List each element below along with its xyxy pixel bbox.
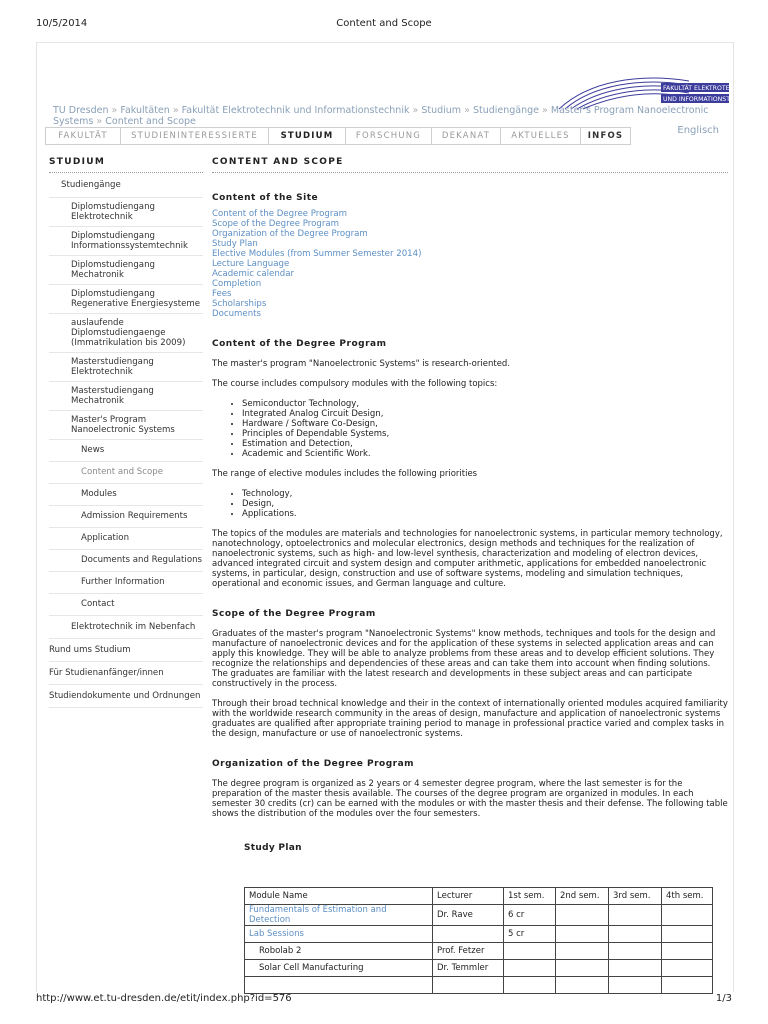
toc-link[interactable]: Fees <box>212 289 232 299</box>
table-cell: 6 cr <box>504 905 556 926</box>
toc-link[interactable]: Scope of the Degree Program <box>212 219 340 229</box>
list-item: • Integrated Analog Circuit Design, <box>242 409 728 419</box>
paragraph: Through their broad technical knowledge and their in the context of internationally oriented modules acquired familiarity with the worldwide research community in the areas of design, manufacture and application of nanoelectronic systems graduates are qualified after appropriate training period to manage in professional practice varied and complex tasks in the design, manufacture or use of nanoelectronic systems. <box>212 699 728 739</box>
list-item: • Technology, <box>242 489 728 499</box>
logo-line-2: UND INFORMATIONSTECHNIK <box>663 96 754 103</box>
paragraph: The degree program is organized as 2 years or 4 semester degree program, where the last semester is for the preparation of the master thesis available. The courses of the degree program are organized in modules. In each semester 30 credits (cr) can be earned with the modules or with the master thesis and their defense. The following table shows the distribution of the modules over the four semesters. <box>212 779 728 819</box>
breadcrumb-item[interactable]: Studium <box>421 105 462 116</box>
breadcrumb-item[interactable]: Master's Program Nanoelectronic Systems <box>53 105 709 127</box>
table-cell <box>556 905 609 926</box>
sidebar-item[interactable]: Masterstudiengang Elektrotechnik <box>49 353 203 382</box>
list-item: • Applications. <box>242 509 728 519</box>
column-header: 1st sem. <box>504 888 556 905</box>
sidebar-item-admission[interactable]: Admission Requirements <box>49 506 203 528</box>
sidebar-item-content-scope[interactable]: Content and Scope <box>49 462 203 484</box>
tab-fakultaet[interactable]: FAKULTÄT <box>45 127 120 145</box>
table-cell <box>504 977 556 994</box>
toc-link[interactable]: Organization of the Degree Program <box>212 229 368 239</box>
table-cell <box>433 977 504 994</box>
paragraph: The master's program "Nanoelectronic Systems" is research-oriented. <box>212 359 511 369</box>
tab-dekanat[interactable]: DEKANAT <box>431 127 500 145</box>
sidebar <box>49 157 203 708</box>
table-cell: Robolab 2 <box>245 943 433 960</box>
breadcrumb-item[interactable]: Fakultäten <box>120 105 170 116</box>
toc-link[interactable]: Lecture Language <box>212 259 290 269</box>
paragraph: The topics of the modules are materials and technologies for nanoelectronic systems, in particular memory technology, nanotechnology, optoelectronics and molecular electronics, design methods and techniques for the realization of nanoelectronic systems, such as high- and low-level synthesis, characterization and modeling of electron devices, advanced integrated circuit and system design and computer arithmetic, applications for embedded nanoelectronic systems, in particular, design, construction and use of software systems, modeling and simulation techniques, operational and economic issues, and German language and culture. <box>212 529 723 589</box>
sidebar-item-application[interactable]: Application <box>49 528 203 550</box>
elective-priorities-list <box>242 489 728 519</box>
column-header: Module Name <box>245 888 433 905</box>
sidebar-item-nanoelectronic[interactable]: Master's Program Nanoelectronic Systems <box>49 411 203 440</box>
tab-forschung[interactable]: FORSCHUNG <box>345 127 431 145</box>
table-row <box>245 905 713 926</box>
table-cell <box>245 977 433 994</box>
section-heading: Scope of the Degree Program <box>212 609 376 619</box>
print-date: 10/5/2014 <box>36 18 88 29</box>
table-cell <box>609 960 662 977</box>
toc-heading: Content of the Site <box>212 193 319 203</box>
module-link[interactable]: Fundamentals of Estimation and Detection <box>245 905 433 926</box>
table-cell: Solar Cell Manufacturing <box>245 960 433 977</box>
table-cell <box>609 977 662 994</box>
list-item: • Hardware / Software Co-Design, <box>242 419 728 429</box>
page-title: CONTENT AND SCOPE <box>212 157 728 173</box>
table-cell <box>556 977 609 994</box>
section-heading: Organization of the Degree Program <box>212 759 415 769</box>
table-row <box>245 977 713 994</box>
table-cell: Dr. Temmler <box>433 960 504 977</box>
tab-studieninteressierte[interactable]: STUDIENINTERESSIERTE <box>120 127 268 145</box>
print-title: Content and Scope <box>336 18 432 29</box>
table-cell <box>433 926 504 943</box>
table-cell <box>662 960 713 977</box>
paragraph: The course includes compulsory modules with the following topics: <box>212 379 498 389</box>
language-link[interactable]: Englisch <box>677 125 719 136</box>
table-cell: Prof. Fetzer <box>433 943 504 960</box>
module-link[interactable]: Lab Sessions <box>245 926 433 943</box>
toc-link[interactable]: Academic calendar <box>212 269 295 279</box>
table-cell <box>662 943 713 960</box>
tab-aktuelles[interactable]: AKTUELLES <box>500 127 580 145</box>
breadcrumb: TU Dresden » Fakultäten » Fakultät Elektrotechnik und Informationstechnik » Studium » Studiengänge » Master's Program Nanoelectronic Systems » Content and Scope <box>53 105 709 127</box>
list-item: • Academic and Scientific Work. <box>242 449 728 459</box>
section-heading: Content of the Degree Program <box>212 339 387 349</box>
table-cell <box>662 977 713 994</box>
sidebar-item[interactable]: Für Studienanfänger/innen <box>49 662 203 685</box>
table-cell <box>556 943 609 960</box>
sidebar-item-news[interactable]: News <box>49 440 203 462</box>
sidebar-item-modules[interactable]: Modules <box>49 484 203 506</box>
web-page <box>36 42 754 992</box>
table-row <box>245 926 713 943</box>
breadcrumb-current: Content and Scope <box>105 116 196 127</box>
table-row <box>245 960 713 977</box>
table-cell <box>504 943 556 960</box>
sidebar-item[interactable]: Diplomstudiengang Elektrotechnik <box>49 198 203 227</box>
compulsory-topics-list <box>242 399 728 459</box>
sidebar-item[interactable]: auslaufende Diplomstudiengaenge (Immatrikulation bis 2009) <box>49 314 203 353</box>
column-header: 4th sem. <box>662 888 713 905</box>
sidebar-item[interactable]: Studiendokumente und Ordnungen <box>49 685 203 708</box>
table-cell <box>662 926 713 943</box>
table-cell <box>609 905 662 926</box>
list-item: • Principles of Dependable Systems, <box>242 429 728 439</box>
breadcrumb-item[interactable]: Studiengänge <box>472 105 540 116</box>
study-plan-title: Study Plan <box>244 843 302 853</box>
print-page-count: 1/3 <box>715 993 732 1004</box>
table-cell <box>556 960 609 977</box>
tab-studium[interactable]: STUDIUM <box>268 127 345 145</box>
paragraph: Graduates of the master's program "Nanoelectronic Systems" know methods, techniques and tools for the design and manufacture of nanoelectronic devices and for the application of these systems in selected application areas and can apply this knowledge. They will be able to analyze problems from these areas and to develop efficient solutions. They recognize the relationships and dependencies of these areas and can take them into account when finding solutions. The graduates are familiar with the latest research and developments in these subject areas and can participate constructively in the process. <box>212 629 716 689</box>
sidebar-item[interactable]: Masterstudiengang Mechatronik <box>49 382 203 411</box>
sidebar-item[interactable]: Diplomstudiengang Regenerative Energiesysteme <box>49 285 203 314</box>
toc-link[interactable]: Completion <box>212 279 262 289</box>
print-url: http://www.et.tu-dresden.de/etit/index.php?id=576 <box>36 993 292 1004</box>
main-nav-tabs <box>45 127 631 145</box>
sidebar-item[interactable]: Elektrotechnik im Nebenfach <box>49 616 203 639</box>
toc-link[interactable]: Scholarships <box>212 299 267 309</box>
sidebar-item-contact[interactable]: Contact <box>49 594 203 616</box>
table-cell <box>504 960 556 977</box>
toc-link[interactable]: Study Plan <box>212 239 258 249</box>
tab-infos[interactable]: INFOS <box>580 127 631 145</box>
table-cell <box>609 926 662 943</box>
list-item: • Semiconductor Technology, <box>242 399 728 409</box>
sidebar-item-documents[interactable]: Documents and Regulations <box>49 550 203 572</box>
sidebar-item[interactable]: Diplomstudiengang Informationssystemtechnik <box>49 227 203 256</box>
table-cell <box>662 905 713 926</box>
column-header: Lecturer <box>433 888 504 905</box>
sidebar-item[interactable]: Rund ums Studium <box>49 639 203 662</box>
paragraph: The range of elective modules includes the following priorities <box>212 469 478 479</box>
table-cell: 5 cr <box>504 926 556 943</box>
toc-link[interactable]: Content of the Degree Program <box>212 209 348 219</box>
logo-line-1: FAKULTÄT ELEKTROTECHNIK <box>663 85 749 92</box>
list-item: • Design, <box>242 499 728 509</box>
sidebar-item[interactable]: Diplomstudiengang Mechatronik <box>49 256 203 285</box>
study-plan-table <box>244 887 713 994</box>
table-cell: Dr. Rave <box>433 905 504 926</box>
table-row <box>245 943 713 960</box>
sidebar-item-studiengaenge[interactable]: Studiengänge <box>49 173 203 198</box>
sidebar-item-further-info[interactable]: Further Information <box>49 572 203 594</box>
breadcrumb-item[interactable]: Fakultät Elektrotechnik und Informationstechnik <box>181 105 410 116</box>
main-content <box>212 157 728 994</box>
table-header-row <box>245 888 713 905</box>
breadcrumb-item[interactable]: TU Dresden <box>53 105 109 116</box>
list-item: • Estimation and Detection, <box>242 439 728 449</box>
sidebar-heading: STUDIUM <box>49 157 203 173</box>
column-header: 3rd sem. <box>609 888 662 905</box>
toc-link[interactable]: Elective Modules (from Summer Semester 2014) <box>212 249 422 259</box>
column-header: 2nd sem. <box>556 888 609 905</box>
table-cell <box>609 943 662 960</box>
toc-list <box>212 209 728 319</box>
table-cell <box>556 926 609 943</box>
toc-link[interactable]: Documents <box>212 309 261 319</box>
